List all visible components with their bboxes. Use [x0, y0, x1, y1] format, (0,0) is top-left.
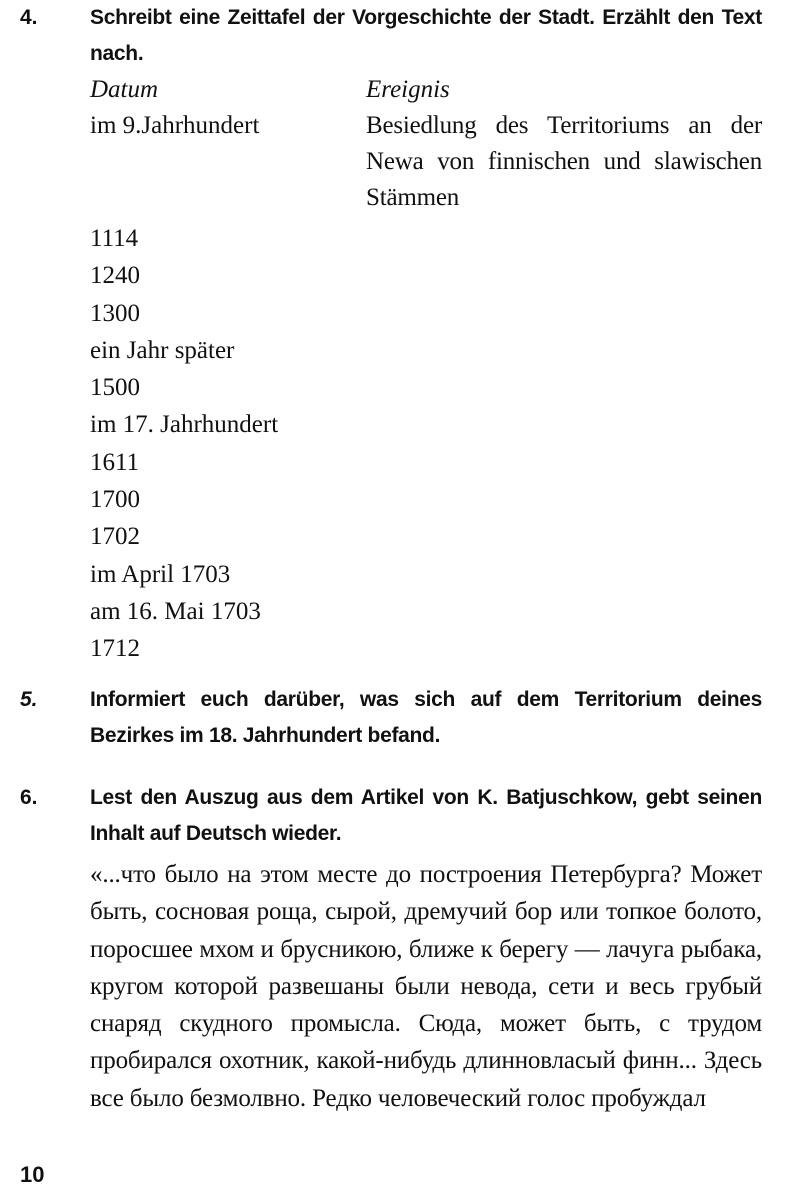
task-number: 5.: [20, 688, 38, 711]
header-date: Datum: [90, 76, 159, 103]
timeline-date: 1300: [90, 299, 140, 327]
task-number: 4.: [20, 6, 38, 29]
task-instruction: Lest den Auszug aus dem Artikel von K. Batjuschkow, gebt seinen Inhalt auf Deutsch wieder.: [90, 786, 762, 845]
timeline-dates-list: [90, 220, 278, 668]
header-event: Ereignis: [366, 76, 450, 103]
page-number: 10: [20, 1162, 45, 1187]
timeline-date: 1500: [90, 374, 140, 402]
timeline-date: 1240: [90, 262, 140, 290]
timeline-date: im April 1703: [90, 560, 231, 588]
timeline-date: 1114: [90, 225, 139, 252]
task-number: 6.: [20, 786, 38, 809]
timeline-event: Besiedlung des Territoriums an der Newa von finnischen und slawischen Stämmen: [366, 112, 762, 211]
timeline-date: 1702: [90, 523, 140, 551]
timeline-date: 1611: [90, 448, 140, 476]
russian-quote-paragraph: «...что было на этом месте до построения Петербурга? Может быть, сосновая роща, сырой, дремучий бор или топкое болото, поросшее мхом и брусникою, ближе к берегу — лачуга рыбака, кругом которой развешаны были невода, сети и весь грубый снаряд скудного промысла. Сюда, может быть, с трудом пробирался охотник, какой-нибудь длинновласый финн... Здесь все было безмолвно. Редко человеческий голос пробуждал: [90, 861, 762, 1112]
timeline-date: 1700: [90, 486, 140, 514]
timeline-date: ein Jahr später: [90, 336, 235, 364]
timeline-date: im 9.Jahrhundert: [90, 112, 260, 139]
task-instruction: Informiert euch darüber, was sich auf dem Territorium deines Bezirkes im 18. Jahrhundert befand.: [90, 688, 762, 747]
timeline-date: im 17. Jahrhundert: [90, 411, 279, 439]
task-instruction: Schreibt eine Zeittafel der Vorgeschichte der Stadt. Erzählt den Text nach.: [90, 6, 762, 65]
timeline-date: 1712: [90, 635, 140, 663]
timeline-date: am 16. Mai 1703: [90, 597, 261, 625]
